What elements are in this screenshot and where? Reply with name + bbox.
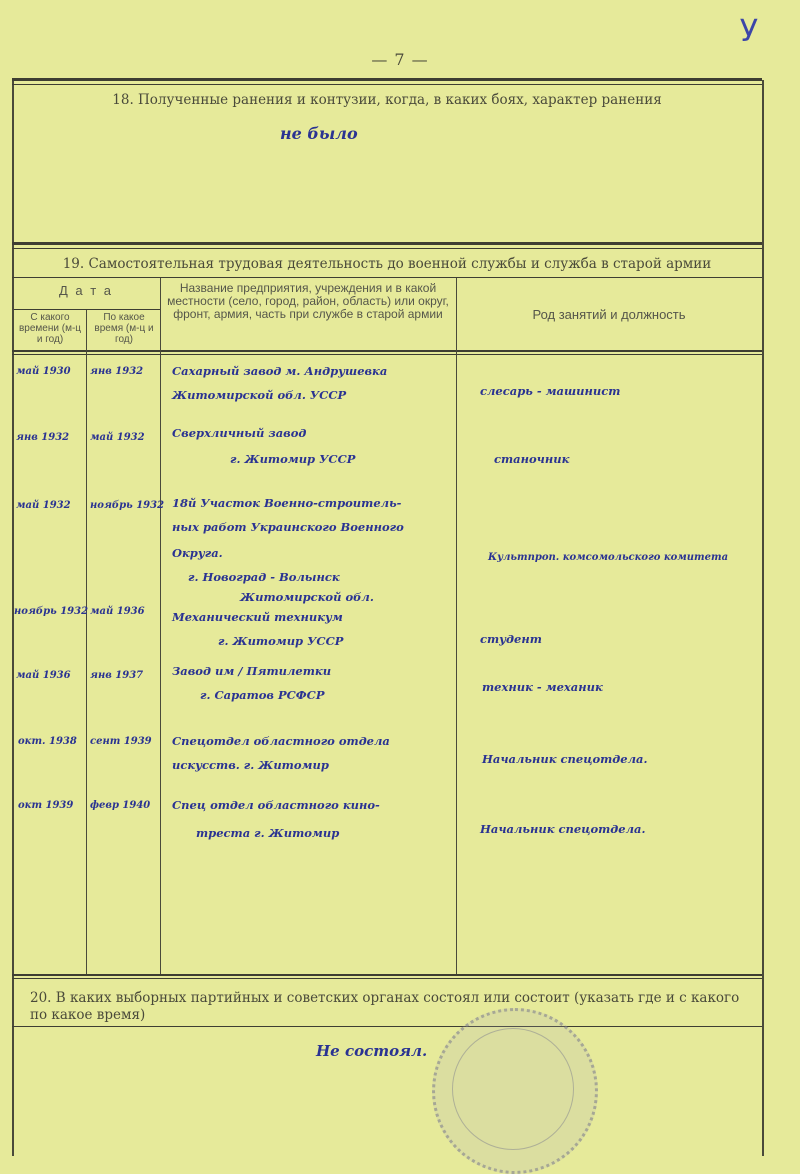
entry-to: ноябрь 1932 [90,500,165,511]
page-number: — 7 — [371,50,429,69]
section19-rule-thin [12,248,762,249]
entry-place-line: 18й Участок Военно-строитель- [172,496,402,510]
entry-job: слесарь - машинист [480,384,621,398]
entry-job: Начальник спецотдела. [480,822,646,836]
header-from: С какого времени (м-ц и год) [18,312,82,345]
section20-rule-thin [12,978,762,979]
section18-title: 18. Полученные ранения и контузии, когда, в каких боях, характер ранения [112,92,662,108]
entry-from: ноябрь 1932 [14,606,89,617]
entry-from: май 1932 [16,500,71,511]
entry-place-line: Механический техникум [172,610,343,624]
entry-job: Культпроп. комсомольского комитета [488,552,729,563]
header-date-rule [14,309,160,310]
entry-place-line: ных работ Украинского Военного [172,520,404,534]
header-date: Д а т а [58,283,114,298]
section19-title: 19. Самостоятельная трудовая деятельность до военной службы и служба в старой армии [62,256,712,272]
col-line-date-place [160,278,161,974]
header-job: Род занятий и должность [532,307,686,322]
entry-from: окт 1939 [18,800,74,811]
entry-place-line: г. Житомир УССР [218,634,344,648]
entry-job: станочник [494,452,570,466]
entry-from: окт. 1938 [18,736,77,747]
entry-place-line: Сахарный завод м. Андрушевка [172,364,388,378]
header-place: Название предприятия, учреждения и в какой местности (село, город, район, область) или округ, фронт, армия, часть при службе в старой армии [167,281,449,321]
entry-from: май 1930 [16,366,71,377]
entry-place-line: г. Новоград - Волынск [188,570,340,584]
entry-to: май 1932 [90,432,145,443]
header-bottom-rule-thin [12,354,762,355]
section18-answer: не было [280,124,358,143]
entry-place-line: Житомирской обл. [240,590,374,604]
entry-to: янв 1932 [90,366,144,377]
entry-job: техник - механик [482,680,603,694]
entry-place-line: г. Житомир УССР [230,452,356,466]
seal-stamp-inner [452,1028,574,1150]
col-line-place-job [456,278,457,974]
entry-to: сент 1939 [90,736,152,747]
entry-place-line: Сверхличный завод [172,426,307,440]
section20-answer: Не состоял. [316,1042,428,1060]
section20-rule [12,974,762,976]
entry-place-line: Житомирской обл. УССР [172,388,347,402]
header-to: По какое время (м-ц и год) [94,312,154,345]
entry-to: февр 1940 [90,800,151,811]
entry-job: студент [480,632,542,646]
entry-place-line: Завод им / Пятилетки [172,664,332,678]
entry-place-line: искусств. г. Житомир [172,758,329,772]
header-top-rule [12,277,762,278]
entry-to: янв 1937 [90,670,144,681]
entry-place-line: Округа. [172,546,223,560]
top-rule-thin [12,84,762,85]
section19-rule [12,242,762,245]
header-bottom-rule [12,350,762,352]
entry-job: Начальник спецотдела. [482,752,648,766]
section20-title: 20. В каких выборных партийных и советских органах состоял или состоит (указать где и с какого по какое время) [30,990,740,1023]
entry-from: янв 1932 [16,432,70,443]
corner-mark: У [739,14,758,49]
section20-answer-rule [12,1026,762,1027]
entry-place-line: Спец отдел областного кино- [172,798,380,812]
top-rule [12,78,762,81]
entry-place-line: Спецотдел областного отдела [172,734,390,748]
entry-place-line: треста г. Житомир [196,826,340,840]
entry-from: май 1936 [16,670,71,681]
entry-place-line: г. Саратов РСФСР [200,688,325,702]
entry-to: май 1936 [90,606,145,617]
col-line-from-to [86,310,87,974]
